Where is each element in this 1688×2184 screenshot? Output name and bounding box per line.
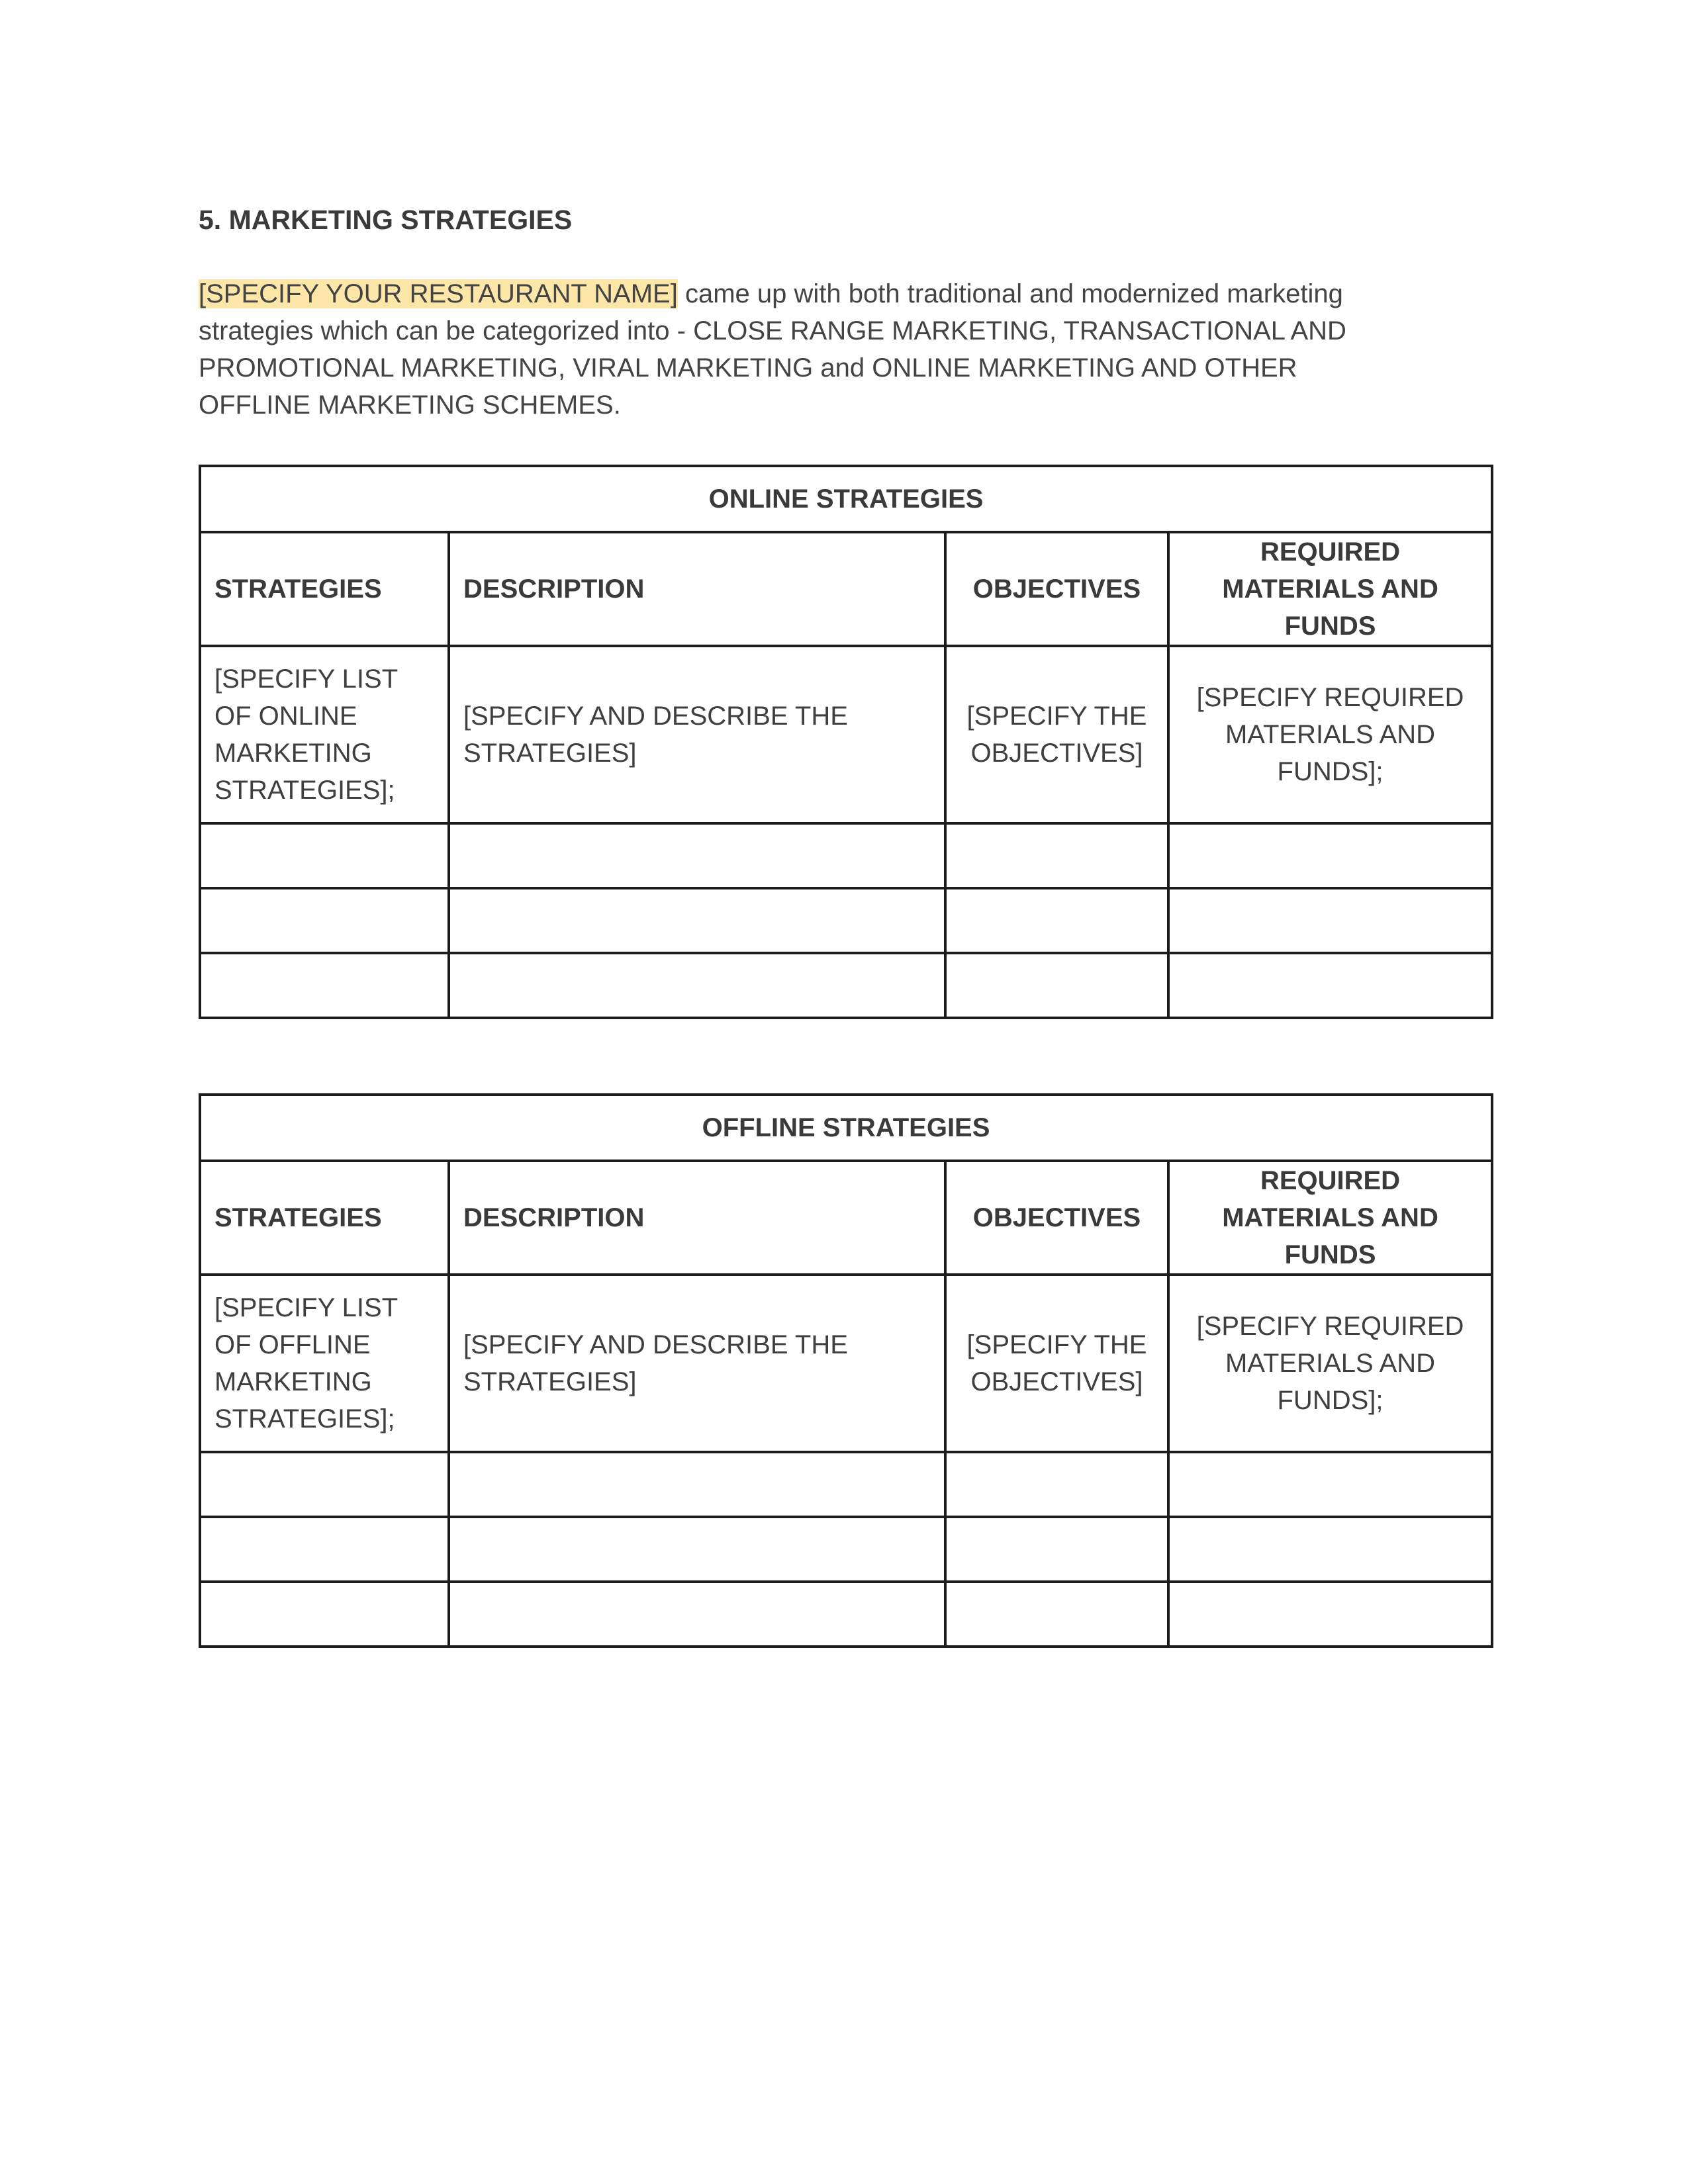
empty-cell[interactable] [449,823,945,888]
table-header-row [200,532,1492,646]
cell-objectives[interactable]: [SPECIFY THE OBJECTIVES] [945,646,1168,823]
cell-required-materials[interactable]: [SPECIFY REQUIRED MATERIALS AND FUNDS]; [1168,1275,1492,1452]
empty-cell[interactable] [200,888,449,953]
header-description: DESCRIPTION [449,1161,945,1275]
header-objectives: OBJECTIVES [945,1161,1168,1275]
table-row [200,1517,1492,1582]
table-row [200,1452,1492,1517]
empty-cell[interactable] [1168,888,1492,953]
empty-cell[interactable] [1168,1452,1492,1517]
header-description: DESCRIPTION [449,532,945,646]
empty-cell[interactable] [200,1517,449,1582]
cell-description[interactable]: [SPECIFY AND DESCRIBE THE STRATEGIES] [449,646,945,823]
table-row [200,823,1492,888]
offline-table-title: OFFLINE STRATEGIES [200,1095,1492,1161]
header-strategies: STRATEGIES [200,532,449,646]
intro-paragraph [199,275,1403,424]
empty-cell[interactable] [945,888,1168,953]
online-table-title: ONLINE STRATEGIES [200,466,1492,532]
cell-strategies[interactable]: [SPECIFY LIST OF OFFLINE MARKETING STRATEGIES]; [200,1275,449,1452]
header-required-materials: REQUIRED MATERIALS AND FUNDS [1168,532,1492,646]
empty-cell[interactable] [449,953,945,1018]
empty-cell[interactable] [200,823,449,888]
document-page [199,199,1491,1648]
empty-cell[interactable] [945,1582,1168,1647]
empty-cell[interactable] [449,1517,945,1582]
cell-objectives[interactable]: [SPECIFY THE OBJECTIVES] [945,1275,1168,1452]
cell-description[interactable]: [SPECIFY AND DESCRIBE THE STRATEGIES] [449,1275,945,1452]
empty-cell[interactable] [200,1582,449,1647]
empty-cell[interactable] [1168,1517,1492,1582]
empty-cell[interactable] [1168,823,1492,888]
offline-strategies-table [199,1093,1493,1648]
table-header-row [200,1161,1492,1275]
section-title: 5. MARKETING STRATEGIES [199,205,573,235]
table-title-row [200,1095,1492,1161]
restaurant-name-placeholder: [SPECIFY YOUR RESTAURANT NAME] [199,279,678,308]
header-objectives: OBJECTIVES [945,532,1168,646]
table-row [200,1275,1492,1452]
table-row [200,953,1492,1018]
cell-required-materials[interactable]: [SPECIFY REQUIRED MATERIALS AND FUNDS]; [1168,646,1492,823]
empty-cell[interactable] [945,953,1168,1018]
empty-cell[interactable] [449,1452,945,1517]
empty-cell[interactable] [200,953,449,1018]
empty-cell[interactable] [945,1452,1168,1517]
header-required-materials: REQUIRED MATERIALS AND FUNDS [1168,1161,1492,1275]
empty-cell[interactable] [1168,953,1492,1018]
empty-cell[interactable] [200,1452,449,1517]
table-title-row [200,466,1492,532]
intro-text: came up with both traditional and modernized marketing strategies which can be categorized into - CLOSE RANGE MARKETING, TRANSACTIONAL AND PROMOTIONAL MARKETING, VIRAL MARKETING and ONLINE MARKETING AND OTHER OFFLINE MARKETING SCHEMES. [199,279,1346,420]
online-strategies-table [199,465,1493,1019]
empty-cell[interactable] [449,888,945,953]
empty-cell[interactable] [945,823,1168,888]
empty-cell[interactable] [1168,1582,1492,1647]
empty-cell[interactable] [945,1517,1168,1582]
table-row [200,888,1492,953]
table-row [200,1582,1492,1647]
table-row [200,646,1492,823]
empty-cell[interactable] [449,1582,945,1647]
header-strategies: STRATEGIES [200,1161,449,1275]
cell-strategies[interactable]: [SPECIFY LIST OF ONLINE MARKETING STRATEGIES]; [200,646,449,823]
